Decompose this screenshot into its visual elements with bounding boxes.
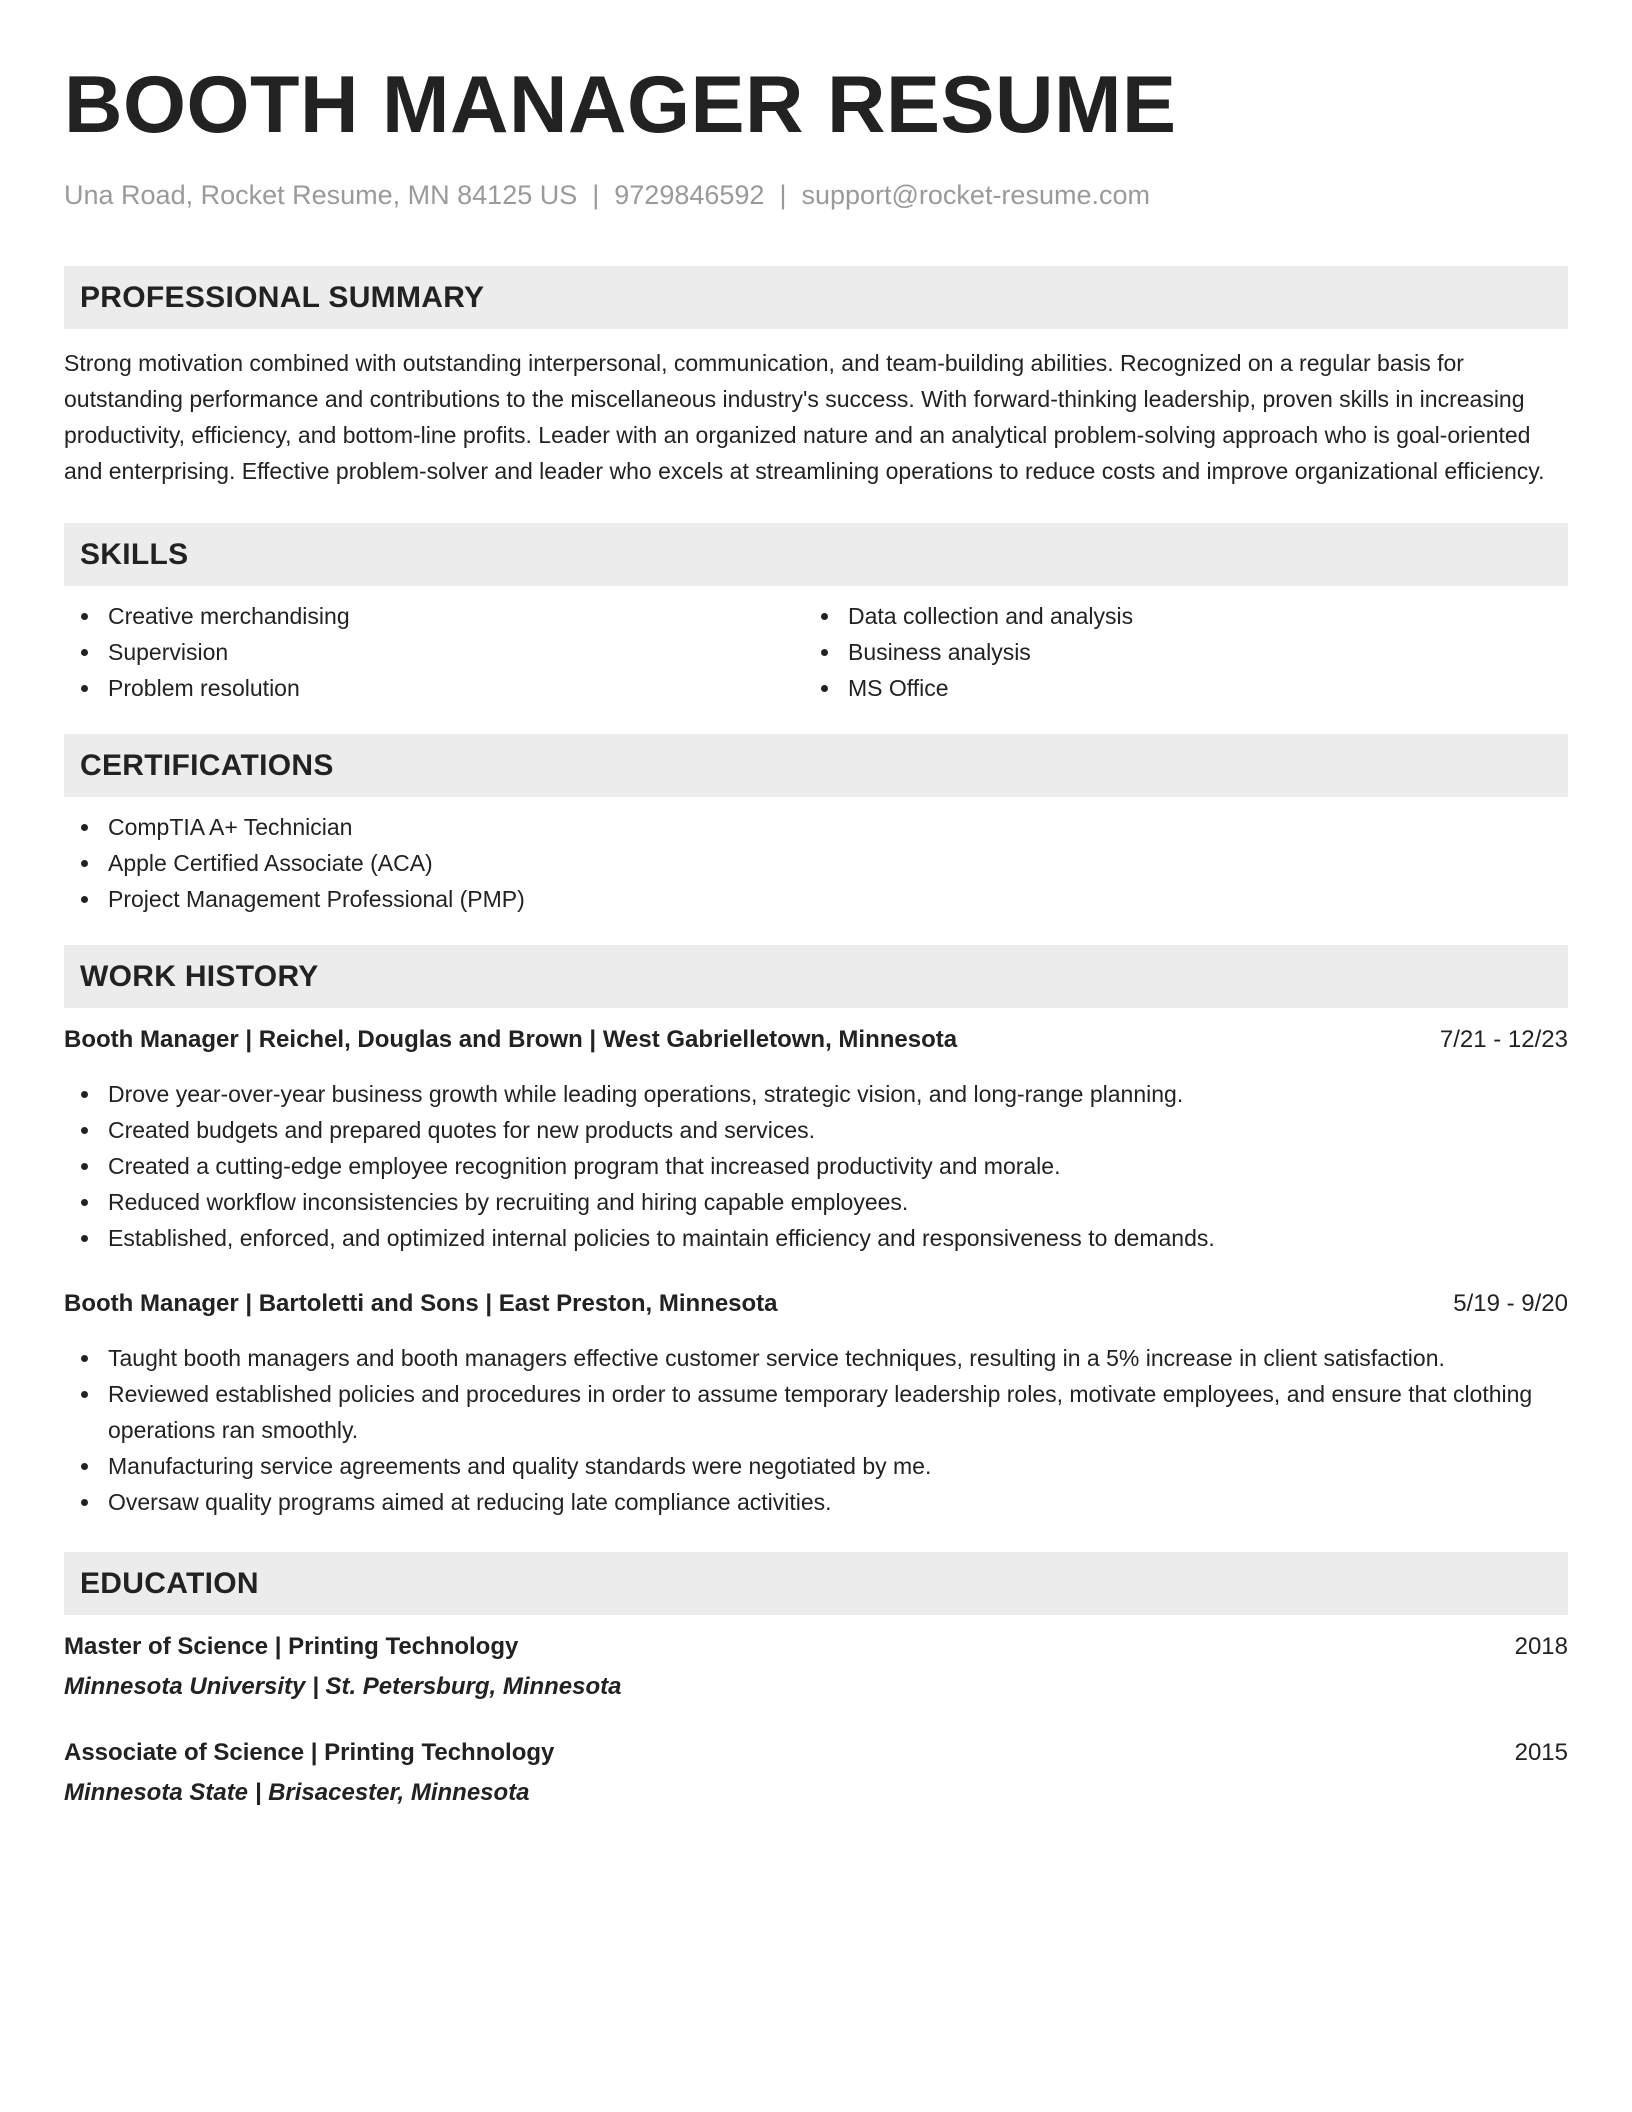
skill-item: Supervision bbox=[64, 634, 804, 670]
certification-item: Apple Certified Associate (ACA) bbox=[64, 845, 1568, 881]
summary-text: Strong motivation combined with outstanding interpersonal, communication, and team-building abilities. Recognized on a regular basis for outstanding performance and contributions to the miscellaneous industry's success. With forward-thinking leadership, proven skills in increasing productivity, efficiency, and bottom-line profits. Leader with an organized nature and an analytical problem-solving approach who is goal-oriented and enterprising. Effective problem-solver and leader who excels at streamlining operations to reduce costs and improve organizational efficiency. bbox=[64, 350, 1545, 484]
certifications-list bbox=[64, 809, 1568, 917]
skill-item: Business analysis bbox=[804, 634, 1544, 670]
job-bullet: Oversaw quality programs aimed at reducing late compliance activities. bbox=[64, 1484, 1568, 1520]
skill-item: Problem resolution bbox=[64, 670, 804, 706]
job-date: 7/21 - 12/23 bbox=[1439, 1026, 1568, 1053]
contact-separator: | bbox=[779, 180, 787, 210]
job-bullet: Drove year-over-year business growth while leading operations, strategic vision, and long-range planning. bbox=[64, 1076, 1568, 1112]
certification-item: Project Management Professional (PMP) bbox=[64, 881, 1568, 917]
contact-separator: | bbox=[592, 180, 600, 210]
education-year: 2015 bbox=[1514, 1739, 1568, 1766]
education-header bbox=[64, 1735, 1568, 1771]
job-entry bbox=[64, 1286, 1568, 1520]
job-bullet: Created budgets and prepared quotes for new products and services. bbox=[64, 1112, 1568, 1148]
education-degree: Master of Science | Printing Technology bbox=[64, 1633, 519, 1660]
contact-line bbox=[64, 177, 1568, 213]
skill-item: Creative merchandising bbox=[64, 598, 804, 634]
education-entry bbox=[64, 1735, 1568, 1811]
job-title: Booth Manager | Reichel, Douglas and Brown | West Gabrielletown, Minnesota bbox=[64, 1026, 958, 1053]
job-bullet: Taught booth managers and booth managers effective customer service techniques, resulting in a 5% increase in client satisfaction. bbox=[64, 1340, 1568, 1376]
job-bullet: Created a cutting-edge employee recognition program that increased productivity and morale. bbox=[64, 1148, 1568, 1184]
job-bullets bbox=[64, 1076, 1568, 1256]
skills-column-left bbox=[64, 598, 804, 706]
job-bullet: Reviewed established policies and procedures in order to assume temporary leadership roles, motivate employees, and ensure that clothing operations ran smoothly. bbox=[64, 1376, 1568, 1448]
skill-item: Data collection and analysis bbox=[804, 598, 1544, 634]
job-header bbox=[64, 1022, 1568, 1058]
job-title: Booth Manager | Bartoletti and Sons | East Preston, Minnesota bbox=[64, 1290, 778, 1317]
education-entry bbox=[64, 1629, 1568, 1705]
job-entry bbox=[64, 1022, 1568, 1256]
certification-item: CompTIA A+ Technician bbox=[64, 809, 1568, 845]
skills-heading: SKILLS bbox=[64, 523, 1568, 586]
job-date: 5/19 - 9/20 bbox=[1453, 1290, 1568, 1317]
resume-title: BOOTH MANAGER RESUME bbox=[64, 60, 1177, 150]
job-header bbox=[64, 1286, 1568, 1322]
contact-phone: 9729846592 bbox=[614, 180, 765, 210]
skills-column-right bbox=[804, 598, 1544, 706]
job-bullet: Manufacturing service agreements and quality standards were negotiated by me. bbox=[64, 1448, 1568, 1484]
job-bullet: Reduced workflow inconsistencies by recruiting and hiring capable employees. bbox=[64, 1184, 1568, 1220]
education-school: Minnesota University | St. Petersburg, Minnesota bbox=[64, 1673, 622, 1700]
work-history-heading: WORK HISTORY bbox=[64, 945, 1568, 1008]
certifications-heading: CERTIFICATIONS bbox=[64, 734, 1568, 797]
education-header bbox=[64, 1629, 1568, 1665]
skills-list bbox=[64, 598, 1568, 706]
summary-heading: PROFESSIONAL SUMMARY bbox=[64, 266, 1568, 329]
education-year: 2018 bbox=[1514, 1633, 1568, 1660]
education-school: Minnesota State | Brisacester, Minnesota bbox=[64, 1779, 530, 1806]
contact-address: Una Road, Rocket Resume, MN 84125 US bbox=[64, 180, 578, 210]
contact-email: support@rocket-resume.com bbox=[801, 180, 1150, 210]
education-heading: EDUCATION bbox=[64, 1552, 1568, 1615]
skill-item: MS Office bbox=[804, 670, 1544, 706]
education-degree: Associate of Science | Printing Technology bbox=[64, 1739, 555, 1766]
job-bullet: Established, enforced, and optimized internal policies to maintain efficiency and responsiveness to demands. bbox=[64, 1220, 1568, 1256]
job-bullets bbox=[64, 1340, 1568, 1520]
